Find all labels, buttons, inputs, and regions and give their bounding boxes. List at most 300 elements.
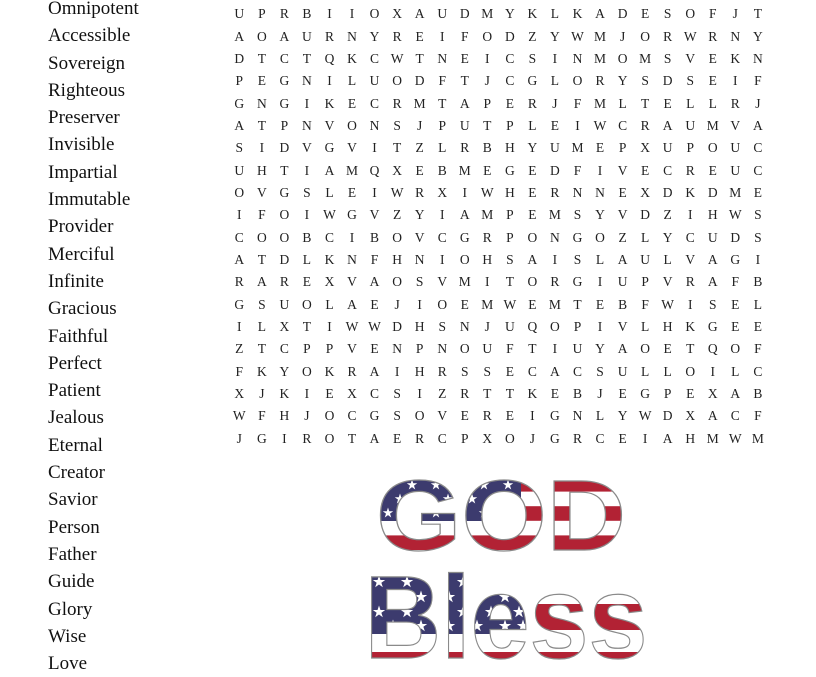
grid-letter: R	[527, 95, 537, 111]
grid-letter: L	[663, 251, 672, 267]
grid-letter: U	[504, 318, 515, 334]
word-list-item: Righteous	[48, 79, 126, 101]
grid-letter: K	[527, 386, 538, 402]
grid-letter: O	[527, 274, 538, 290]
grid-letter: U	[437, 6, 448, 22]
grid-letter: E	[460, 408, 469, 424]
grid-letter: T	[257, 251, 266, 267]
grid-letter: E	[640, 6, 650, 22]
grid-letter: G	[572, 229, 583, 245]
grid-letter: I	[304, 95, 310, 111]
grid-letter: L	[663, 363, 672, 379]
word-list-item: Person	[48, 516, 100, 538]
grid-letter: R	[460, 386, 470, 402]
grid-letter: C	[370, 386, 380, 402]
grid-letter: X	[437, 184, 448, 200]
grid-letter: W	[232, 408, 246, 424]
grid-letter: E	[731, 318, 740, 334]
grid-letter: P	[258, 6, 266, 22]
grid-letter: R	[437, 363, 447, 379]
grid-letter: O	[392, 274, 402, 290]
grid-letter: X	[234, 386, 245, 402]
grid-letter: R	[347, 363, 357, 379]
grid-letter: H	[256, 162, 267, 178]
grid-letter: M	[548, 207, 561, 223]
grid-letter: I	[552, 251, 558, 267]
grid-letter: U	[640, 251, 650, 267]
word-list-item: Jealous	[48, 407, 104, 429]
grid-letter: V	[617, 318, 628, 334]
word-list-item: Gracious	[48, 298, 117, 320]
grid-letter: V	[685, 50, 696, 66]
grid-letter: O	[595, 229, 605, 245]
grid-letter: E	[505, 95, 514, 111]
grid-letter: E	[415, 162, 424, 178]
grid-letter: I	[237, 318, 242, 334]
grid-letter: S	[641, 73, 649, 89]
grid-letter: A	[234, 251, 245, 267]
grid-letter: C	[279, 341, 289, 357]
grid-letter: I	[710, 363, 715, 379]
grid-letter: S	[460, 363, 469, 379]
grid-letter: I	[282, 430, 287, 446]
grid-letter: D	[730, 229, 741, 245]
grid-letter: O	[324, 430, 335, 446]
grid-letter: R	[482, 408, 492, 424]
grid-letter: F	[258, 207, 266, 223]
grid-letter: C	[753, 162, 763, 178]
grid-letter: W	[480, 184, 494, 200]
grid-letter: N	[752, 50, 763, 66]
grid-letter: S	[415, 274, 424, 290]
grid-letter: E	[708, 162, 717, 178]
grid-letter: O	[707, 140, 718, 156]
grid-letter: M	[481, 296, 494, 312]
grid-letter: A	[707, 408, 718, 424]
grid-letter: S	[663, 50, 672, 66]
grid-letter: D	[504, 28, 515, 44]
grid-letter: C	[437, 430, 447, 446]
grid-letter: W	[593, 117, 607, 133]
grid-letter: R	[482, 229, 492, 245]
word-list-item: Impartial	[48, 161, 118, 183]
grid-letter: U	[617, 274, 628, 290]
grid-letter: I	[327, 318, 332, 334]
grid-letter: N	[730, 28, 741, 44]
grid-letter: S	[303, 184, 311, 200]
grid-letter: F	[370, 251, 379, 267]
grid-letter: N	[459, 318, 470, 334]
grid-letter: W	[390, 184, 404, 200]
grid-letter: W	[503, 296, 517, 312]
grid-letter: K	[256, 363, 267, 379]
grid-letter: O	[685, 363, 696, 379]
grid-letter: F	[573, 95, 582, 111]
grid-letter: O	[234, 184, 245, 200]
grid-letter: T	[528, 341, 537, 357]
word-list-item: Sovereign	[48, 52, 126, 74]
grid-letter: R	[415, 184, 425, 200]
grid-letter: A	[256, 274, 267, 290]
grid-letter: Y	[550, 28, 560, 44]
grid-letter: Q	[324, 50, 335, 66]
grid-letter: M	[729, 184, 742, 200]
grid-letter: P	[573, 318, 582, 334]
grid-letter: A	[707, 251, 718, 267]
grid-letter: G	[256, 430, 267, 446]
grid-letter: A	[662, 117, 673, 133]
word-list-item: Patient	[48, 380, 101, 402]
grid-letter: F	[754, 341, 762, 357]
grid-letter: I	[575, 117, 580, 133]
grid-letter: O	[392, 229, 402, 245]
grid-letter: E	[483, 162, 492, 178]
grid-letter: S	[506, 251, 514, 267]
grid-letter: I	[687, 296, 693, 312]
grid-letter: D	[414, 73, 425, 89]
grid-letter: S	[686, 73, 694, 89]
grid-letter: O	[685, 6, 696, 22]
grid-letter: D	[459, 6, 470, 22]
word-list-item: Wise	[48, 625, 87, 647]
grid-letter: X	[640, 184, 650, 200]
grid-letter: G	[234, 95, 245, 111]
grid-letter: C	[595, 430, 605, 446]
grid-letter: E	[550, 117, 560, 133]
grid-letter: N	[302, 73, 312, 89]
grid-letter: I	[327, 73, 332, 89]
grid-letter: I	[304, 162, 310, 178]
grid-letter: V	[324, 117, 335, 133]
grid-letter: I	[642, 430, 648, 446]
grid-letter: E	[528, 162, 537, 178]
grid-letter: V	[302, 140, 312, 156]
grid-letter: E	[415, 28, 424, 44]
grid-letter: C	[618, 117, 628, 133]
grid-letter: S	[663, 6, 672, 22]
grid-letter: M	[751, 430, 764, 446]
grid-letter: B	[572, 386, 582, 402]
grid-letter: A	[324, 162, 335, 178]
grid-letter: D	[662, 408, 673, 424]
grid-letter: I	[349, 6, 355, 22]
grid-letter: L	[325, 296, 334, 312]
grid-letter: E	[595, 296, 605, 312]
grid-letter: Q	[369, 162, 380, 178]
grid-letter: E	[505, 408, 514, 424]
grid-letter: M	[594, 50, 607, 66]
flag-word-god: GOD	[376, 460, 626, 572]
grid-letter: Y	[527, 140, 538, 156]
grid-letter: V	[730, 117, 741, 133]
grid-letter: L	[731, 363, 740, 379]
grid-letter: A	[550, 363, 560, 379]
grid-letter: P	[641, 274, 649, 290]
grid-letter: V	[437, 274, 448, 290]
grid-letter: S	[393, 408, 401, 424]
grid-letter: U	[730, 162, 741, 178]
grid-letter: S	[235, 140, 244, 156]
grid-letter: P	[663, 386, 672, 402]
grid-letter: R	[415, 430, 425, 446]
grid-letter: O	[279, 229, 290, 245]
grid-letter: I	[372, 184, 377, 200]
grid-letter: T	[505, 386, 514, 402]
grid-letter: K	[527, 6, 538, 22]
grid-letter: M	[594, 28, 607, 44]
grid-letter: K	[572, 6, 583, 22]
grid-letter: M	[706, 430, 719, 446]
grid-letter: Y	[369, 28, 380, 44]
grid-letter: P	[325, 341, 334, 357]
grid-letter: Z	[528, 28, 537, 44]
grid-letter: O	[392, 73, 402, 89]
grid-letter: X	[347, 386, 357, 402]
grid-letter: O	[369, 6, 380, 22]
grid-letter: D	[707, 184, 718, 200]
grid-letter: V	[347, 341, 357, 357]
grid-letter: E	[392, 430, 402, 446]
grid-letter: S	[754, 229, 762, 245]
grid-letter: N	[437, 50, 448, 66]
grid-letter: A	[414, 6, 425, 22]
word-list-item: Guide	[48, 571, 95, 593]
grid-letter: L	[347, 73, 357, 89]
grid-letter: X	[392, 162, 402, 178]
grid-letter: A	[595, 6, 605, 22]
grid-letter: A	[617, 341, 628, 357]
grid-letter: I	[417, 296, 422, 312]
grid-letter: P	[483, 95, 492, 111]
word-list-item: Glory	[48, 598, 93, 620]
grid-letter: Z	[235, 341, 244, 357]
grid-letter: S	[393, 117, 401, 133]
grid-letter: O	[459, 251, 470, 267]
grid-letter: G	[707, 318, 718, 334]
grid-letter: O	[347, 117, 357, 133]
grid-letter: O	[640, 341, 650, 357]
grid-letter: P	[303, 341, 311, 357]
grid-letter: J	[755, 95, 761, 111]
grid-letter: O	[324, 408, 335, 424]
grid-letter: O	[437, 296, 448, 312]
word-list-item: Savior	[48, 489, 98, 511]
grid-letter: Y	[595, 207, 605, 223]
grid-letter: L	[708, 95, 717, 111]
grid-letter: E	[528, 184, 537, 200]
grid-letter: I	[733, 73, 738, 89]
grid-letter: S	[596, 363, 604, 379]
grid-letter: S	[754, 207, 762, 223]
grid-letter: K	[685, 318, 696, 334]
grid-letter: A	[752, 117, 763, 133]
grid-letter: G	[550, 430, 560, 446]
grid-letter: W	[683, 28, 697, 44]
grid-letter: I	[439, 207, 445, 223]
grid-letter: T	[573, 296, 582, 312]
grid-letter: U	[572, 341, 583, 357]
grid-letter: P	[618, 140, 627, 156]
grid-letter: G	[369, 408, 380, 424]
grid-letter: W	[728, 207, 742, 223]
grid-letter: D	[617, 6, 628, 22]
grid-letter: G	[527, 73, 538, 89]
grid-letter: O	[572, 73, 583, 89]
grid-letter: I	[530, 408, 535, 424]
grid-letter: R	[572, 430, 582, 446]
grid-letter: O	[302, 363, 312, 379]
grid-letter: Z	[438, 386, 447, 402]
grid-letter: H	[392, 251, 402, 267]
grid-letter: H	[685, 430, 696, 446]
grid-letter: R	[234, 274, 244, 290]
grid-letter: V	[369, 207, 380, 223]
grid-letter: O	[527, 229, 538, 245]
grid-letter: B	[302, 6, 312, 22]
grid-letter: L	[550, 73, 560, 89]
grid-letter: E	[257, 73, 266, 89]
grid-letter: T	[438, 95, 447, 111]
grid-letter: F	[438, 73, 446, 89]
grid-letter: A	[527, 251, 538, 267]
grid-letter: L	[528, 117, 537, 133]
grid-letter: E	[370, 341, 379, 357]
grid-letter: Y	[617, 73, 628, 89]
grid-letter: C	[663, 162, 673, 178]
grid-letter: N	[572, 184, 583, 200]
grid-letter: I	[597, 274, 603, 290]
grid-letter: Z	[392, 207, 402, 223]
grid-letter: Y	[504, 6, 515, 22]
grid-letter: V	[347, 274, 357, 290]
grid-letter: E	[663, 95, 672, 111]
grid-letter: A	[730, 386, 741, 402]
grid-letter: M	[458, 162, 471, 178]
grid-letter: U	[234, 162, 245, 178]
grid-letter: P	[280, 117, 289, 133]
word-list-item: Merciful	[48, 243, 115, 265]
grid-letter: E	[618, 386, 627, 402]
grid-letter: O	[640, 28, 650, 44]
grid-letter: A	[707, 274, 718, 290]
grid-letter: S	[709, 296, 717, 312]
grid-letter: I	[485, 274, 490, 290]
grid-letter: U	[459, 117, 470, 133]
word-list-item: Provider	[48, 216, 114, 238]
grid-letter: E	[325, 386, 334, 402]
grid-letter: U	[550, 140, 560, 156]
grid-letter: C	[279, 50, 289, 66]
grid-letter: E	[347, 184, 357, 200]
grid-letter: Z	[663, 207, 672, 223]
grid-letter: L	[595, 251, 605, 267]
grid-letter: A	[234, 28, 245, 44]
grid-letter: K	[347, 50, 357, 66]
grid-letter: H	[482, 251, 493, 267]
grid-letter: D	[279, 251, 290, 267]
word-list-item: Perfect	[48, 352, 102, 374]
grid-letter: U	[707, 229, 718, 245]
grid-letter: R	[550, 274, 560, 290]
grid-letter: M	[346, 162, 359, 178]
grid-letter: G	[730, 251, 741, 267]
grid-letter: P	[686, 140, 694, 156]
grid-letter: A	[369, 363, 380, 379]
grid-letter: F	[754, 408, 762, 424]
grid-letter: J	[597, 386, 603, 402]
word-list-item: Immutable	[48, 189, 131, 211]
grid-letter: N	[414, 251, 425, 267]
grid-letter: C	[572, 363, 582, 379]
grid-letter: B	[753, 386, 763, 402]
grid-letter: E	[302, 274, 312, 290]
word-list-item: Father	[48, 543, 97, 565]
grid-letter: I	[552, 341, 558, 357]
grid-letter: M	[458, 274, 471, 290]
grid-letter: D	[640, 207, 650, 223]
grid-letter: J	[732, 6, 738, 22]
grid-letter: T	[280, 162, 289, 178]
grid-letter: X	[482, 430, 493, 446]
grid-letter: R	[663, 28, 673, 44]
grid-letter: O	[414, 408, 425, 424]
grid-letter: G	[640, 386, 650, 402]
grid-letter: I	[755, 251, 761, 267]
grid-letter: I	[439, 28, 445, 44]
grid-letter: D	[662, 73, 673, 89]
grid-letter: E	[686, 386, 695, 402]
grid-letter: P	[506, 117, 514, 133]
word-list-item: Preserver	[48, 107, 120, 129]
grid-letter: C	[437, 229, 447, 245]
grid-letter: L	[595, 408, 605, 424]
grid-letter: B	[482, 140, 492, 156]
grid-letter: G	[459, 229, 470, 245]
grid-letter: B	[753, 274, 763, 290]
grid-letter: R	[730, 95, 740, 111]
grid-letter: S	[393, 386, 401, 402]
grid-letter: I	[304, 386, 310, 402]
grid-letter: V	[617, 207, 628, 223]
grid-letter: N	[437, 341, 448, 357]
grid-letter: S	[258, 296, 266, 312]
grid-letter: I	[349, 229, 355, 245]
grid-letter: T	[686, 341, 695, 357]
grid-letter: C	[505, 50, 515, 66]
grid-letter: I	[417, 386, 422, 402]
grid-letter: F	[709, 6, 717, 22]
grid-letter: K	[730, 50, 741, 66]
grid-letter: O	[279, 207, 290, 223]
grid-letter: U	[234, 6, 245, 22]
grid-letter: U	[482, 341, 493, 357]
grid-letter: T	[302, 318, 312, 334]
grid-letter: I	[597, 318, 603, 334]
grid-letter: L	[686, 95, 695, 111]
grid-letter: T	[483, 386, 492, 402]
grid-letter: Y	[414, 207, 425, 223]
grid-letter: G	[279, 95, 290, 111]
grid-letter: G	[347, 207, 357, 223]
grid-letter: W	[661, 296, 675, 312]
grid-letter: E	[640, 162, 650, 178]
grid-letter: J	[417, 117, 423, 133]
grid-letter: U	[279, 296, 290, 312]
grid-letter: S	[573, 207, 582, 223]
grid-letter: H	[707, 207, 718, 223]
grid-letter: Y	[279, 363, 290, 379]
grid-letter: X	[279, 318, 290, 334]
